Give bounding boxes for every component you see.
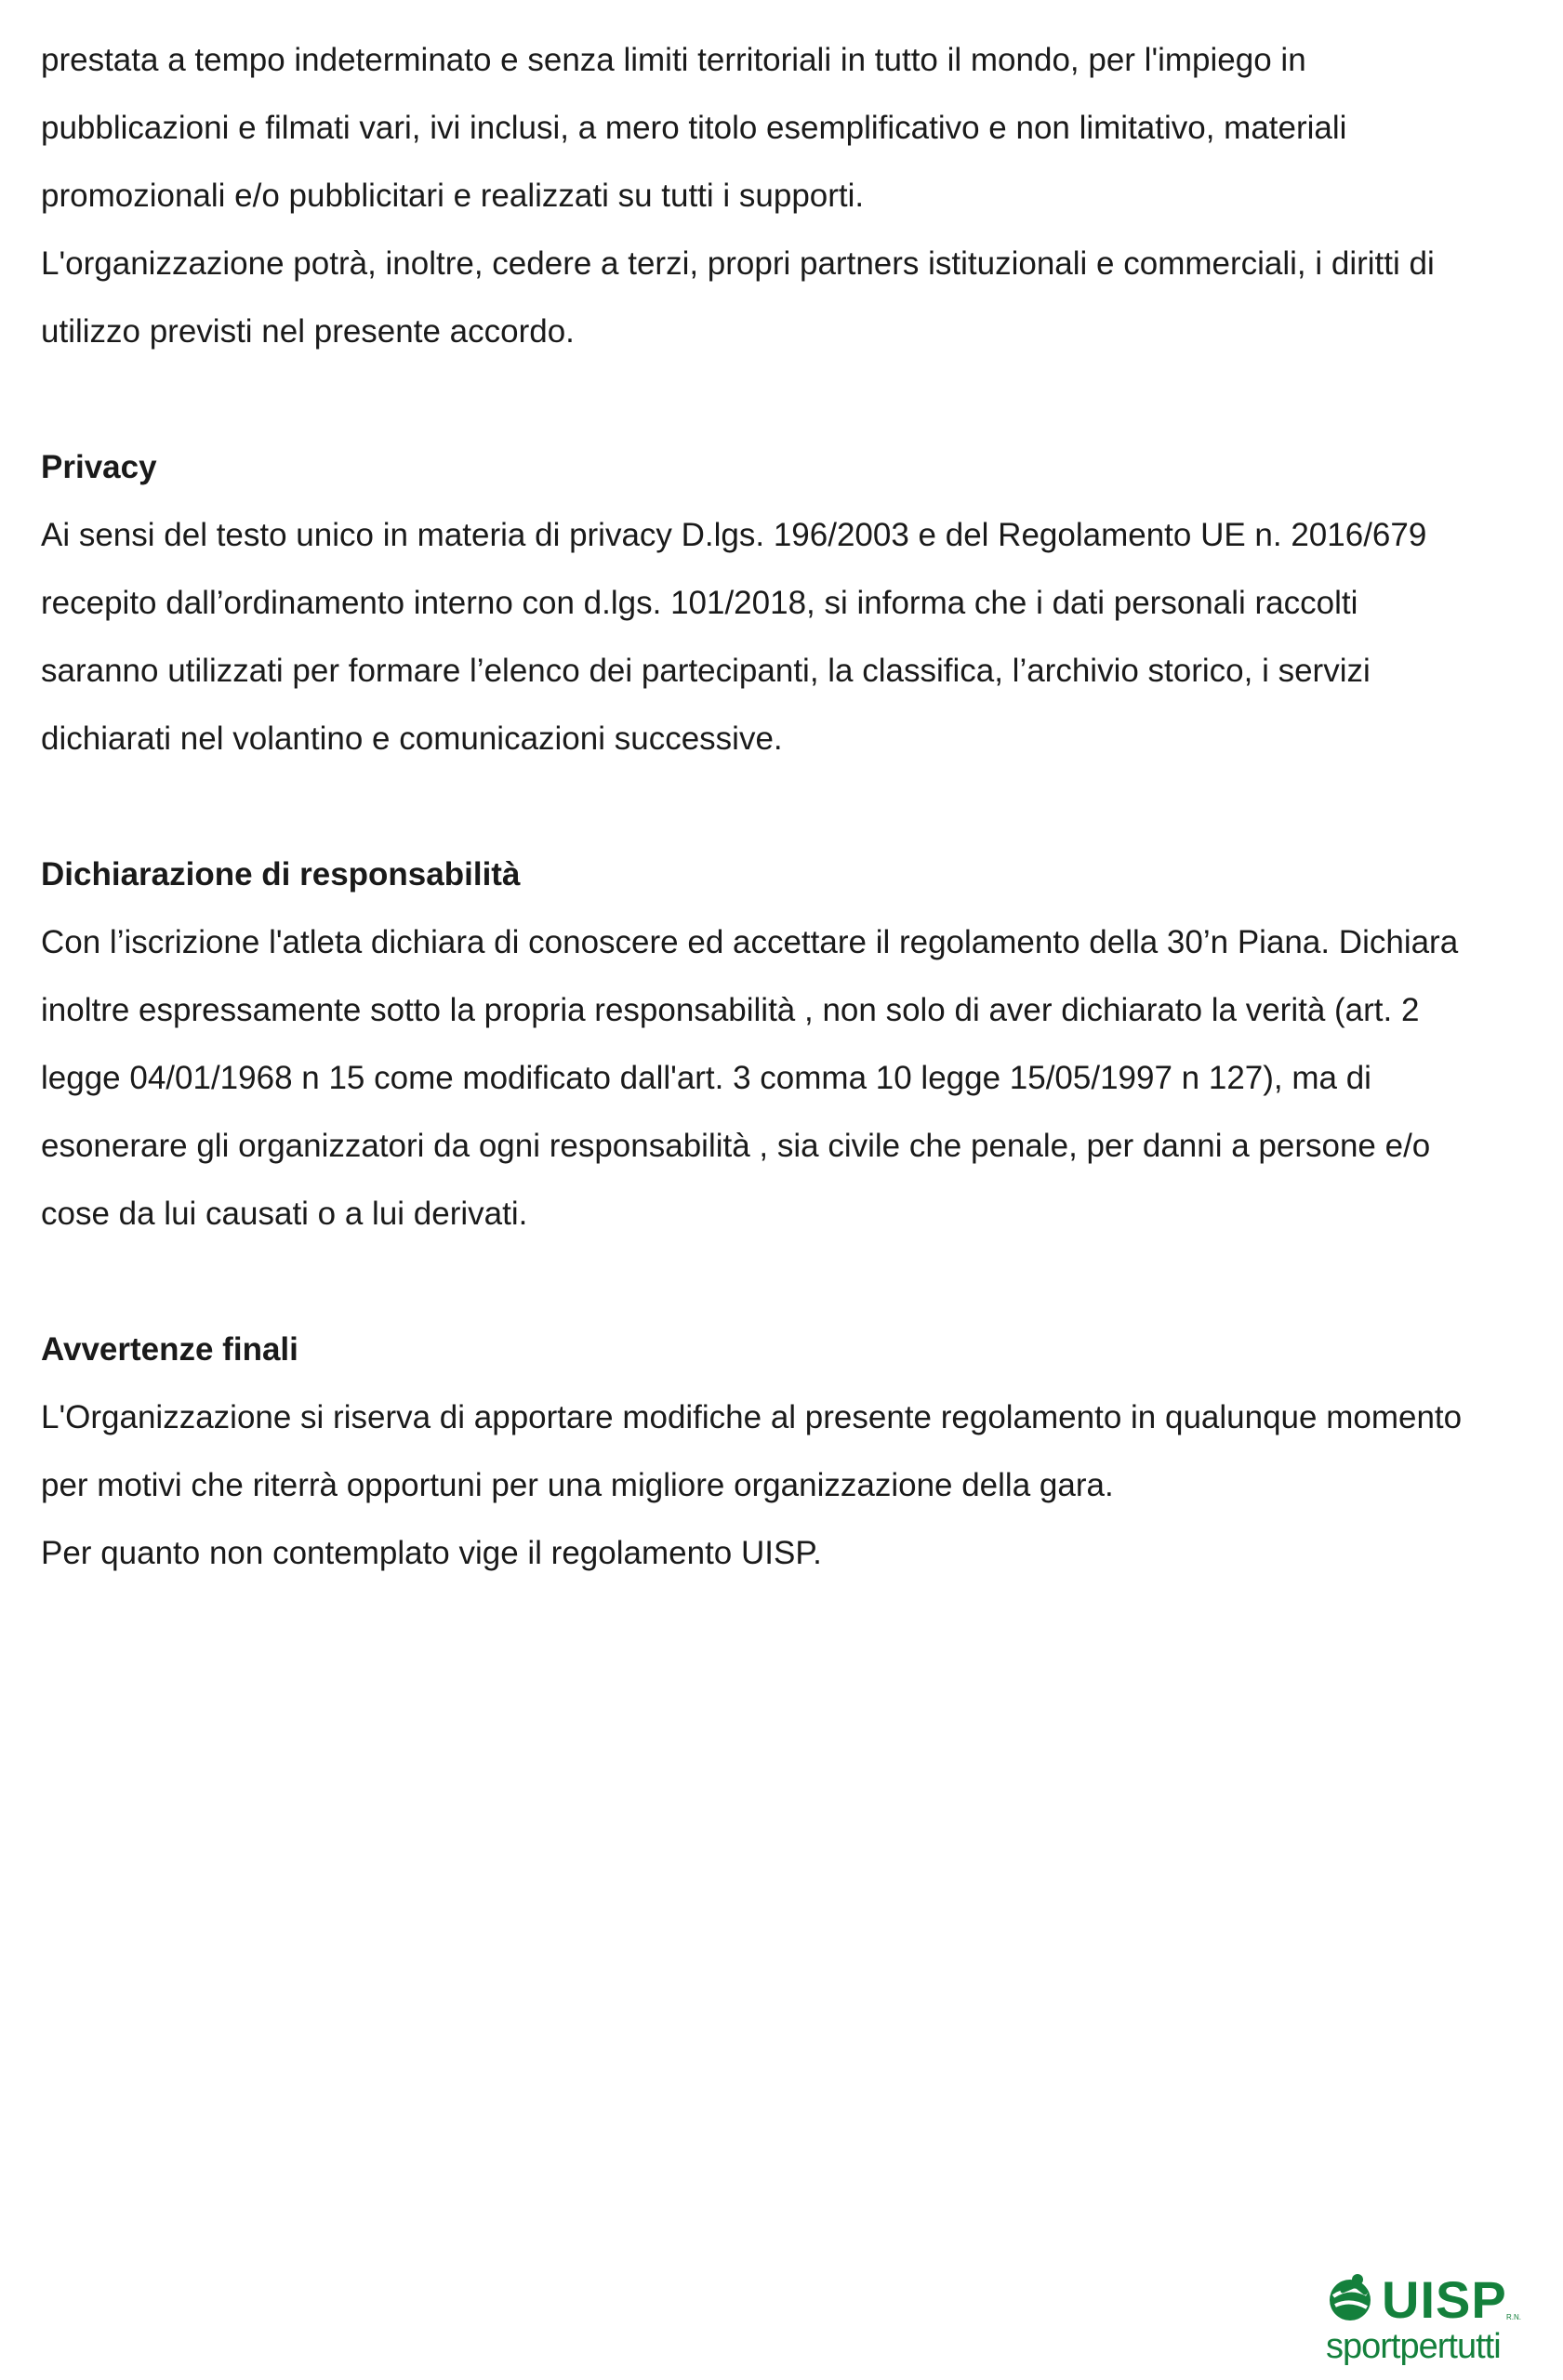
responsibility-heading: Dichiarazione di responsabilità <box>41 856 521 892</box>
final-notes-line: Per quanto non contemplato vige il regolamento UISP. <box>41 1535 822 1571</box>
intro-line: utilizzo previsti nel presente accordo. <box>41 313 575 350</box>
intro-line: prestata a tempo indeterminato e senza limiti territoriali in tutto il mondo, per l'impiego in <box>41 42 1306 78</box>
responsibility-line: legge 04/01/1968 n 15 come modificato dall'art. 3 comma 10 legge 15/05/1997 n 127), ma di <box>41 1060 1371 1096</box>
responsibility-line: esonerare gli organizzatori da ogni responsabilità , sia civile che penale, per danni a persone e/o <box>41 1128 1431 1164</box>
responsibility-line: Con l’iscrizione l'atleta dichiara di conoscere ed accettare il regolamento della 30’n Piana. Dichiara <box>41 924 1459 960</box>
logo-tagline: sportpertutti <box>1326 2327 1501 2366</box>
section-spacer <box>41 365 1529 433</box>
section-spacer <box>41 1248 1529 1316</box>
logo-name: UISP <box>1382 2270 1507 2329</box>
responsibility-line: cose da lui causati o a lui derivati. <box>41 1196 528 1232</box>
logo-top-row <box>1324 2270 1507 2329</box>
privacy-heading: Privacy <box>41 449 157 485</box>
runner-globe-icon <box>1324 2272 1376 2329</box>
logo-registered-mark: R.N. <box>1506 2313 1521 2321</box>
final-notes-line: L'Organizzazione si riserva di apportare modifiche al presente regolamento in qualunque momento <box>41 1399 1463 1435</box>
intro-line: L'organizzazione potrà, inoltre, cedere a terzi, propri partners istituzionali e commerciali, i diritti di <box>41 245 1435 282</box>
privacy-line: dichiarati nel volantino e comunicazioni successive. <box>41 721 783 757</box>
privacy-line: saranno utilizzati per formare l’elenco dei partecipanti, la classifica, l’archivio storico, i servizi <box>41 653 1371 689</box>
intro-line: promozionali e/o pubblicitari e realizzati su tutti i supporti. <box>41 178 865 214</box>
privacy-line: Ai sensi del testo unico in materia di privacy D.lgs. 196/2003 e del Regolamento UE n. 2016/679 <box>41 517 1427 553</box>
privacy-line: recepito dall’ordinamento interno con d.lgs. 101/2018, si informa che i dati personali raccolti <box>41 585 1358 621</box>
uisp-logo <box>1324 2270 1538 2367</box>
intro-line: pubblicazioni e filmati vari, ivi inclusi, a mero titolo esemplificativo e non limitativo, materiali <box>41 110 1347 146</box>
responsibility-line: inoltre espressamente sotto la propria responsabilità , non solo di aver dichiarato la verità (art. 2 <box>41 992 1420 1028</box>
final-notes-heading: Avvertenze finali <box>41 1331 298 1368</box>
document-body <box>41 26 1529 1587</box>
section-spacer <box>41 773 1529 840</box>
final-notes-line: per motivi che riterrà opportuni per una migliore organizzazione della gara. <box>41 1467 1114 1503</box>
